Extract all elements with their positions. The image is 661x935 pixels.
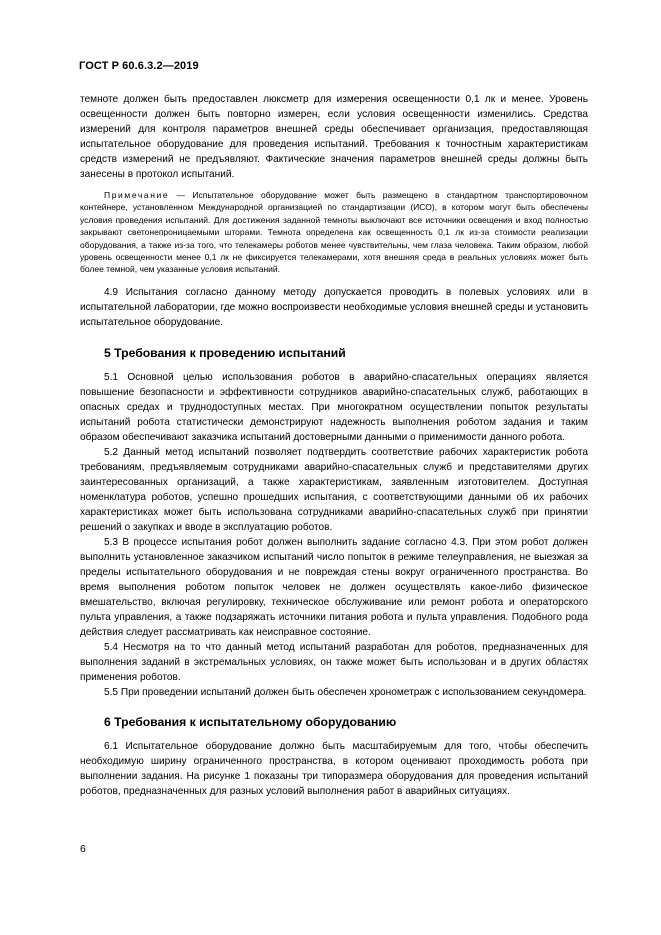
document-header: ГОСТ Р 60.6.3.2—2019: [79, 60, 199, 72]
note-label: Примечание: [104, 190, 170, 200]
paragraph-5-4: 5.4 Несмотря на то что данный метод испытаний разработан для роботов, предназначенных для выполнения заданий в экстремальных условиях, он также может быть использован и в других областях применения роботов.: [80, 641, 588, 683]
paragraph-5-1: 5.1 Основной целью использования роботов в аварийно-спасательных операциях является повышение безопасности и эффективности сотрудников аварийно-спасательных служб, работающих в опасных средах и труднодоступных местах. При многократном осуществлении попыток результаты испытаний робота статистически демонстрируют надежность выполнения роботом задания и таким образом обеспечивают заказчика испытаний достоверными данными о применимости данного робота.: [80, 371, 588, 443]
paragraph-5-2: 5.2 Данный метод испытаний позволяет подтвердить соответствие рабочих характеристик робота требованиям, предъявляемым сотрудниками аварийно-спасательных служб и представителями других заинтересованных организаций, а также характеристикам, заявленным изготовителем. Доступная номенклатура роботов, успешно прошедших испытания, с соответствующими данными об их рабочих характеристиках может быть использована сотрудниками аварийно-спасательных служб при принятии решений о закупках и вводе в эксплуатацию роботов.: [80, 446, 588, 533]
paragraph-5-3: 5.3 В процессе испытания робот должен выполнить задание согласно 4.3. При этом робот должен выполнить установленное заказчиком испытаний число попыток в режиме телеуправления, не выезжая за пределы испытательного оборудования и не повреждая стены вокруг ограниченного пространства. Во время выполнения роботом попыток человек не должен осуществлять какое-либо физическое вмешательство, включая регулировку, техническое обслуживание или ремонт робота и операторского пульта управления, а также подзаряжать источники питания робота и пульта управления. Подобного рода действия следует рассматривать как неисправное состояние.: [80, 536, 588, 638]
page-number: 6: [80, 843, 86, 855]
intro-paragraph: темноте должен быть предоставлен люксметр для измерения освещенности 0,1 лк и менее. Уровень освещенности должен быть повторно измерен, если условия освещенности изменились. Средства измерений для контроля параметров внешней среды обеспечивает организация, предоставляющая испытательное оборудование для проведения испытаний. Требования к точностным характеристикам средств измерений не предъявляют. Фактические значения параметров внешней среды должны быть занесены в протокол испытаний.: [80, 94, 588, 180]
section-5-heading: 5 Требования к проведению испытаний: [104, 345, 346, 360]
section-6-heading: 6 Требования к испытательному оборудованию: [104, 714, 397, 729]
note-paragraph: [80, 189, 588, 276]
paragraph-4-9: 4.9 Испытания согласно данному методу допускается проводить в полевых условиях или в испытательной лаборатории, где можно воспроизвести необходимые условия внешней среды и установить испытательное оборудование.: [80, 286, 588, 328]
page-content: [80, 92, 588, 799]
paragraph-6-1: 6.1 Испытательное оборудование должно быть масштабируемым для того, чтобы обеспечить необходимую ширину ограниченного пространства, в котором оценивают проходимость робота при выполнении задания. На рисунке 1 показаны три типоразмера оборудования для проведения испытаний роботов, предназначенных для разных условий выполнения работ в аварийных ситуациях.: [80, 740, 588, 797]
paragraph-5-5: 5.5 При проведении испытаний должен быть обеспечен хронометраж с использованием секундомера.: [104, 686, 587, 698]
note-text: — Испытательное оборудование может быть размещено в стандартном транспортировочном контейнере, установленном Международной организацией по стандартизации (ИСО), в котором могут быть обеспечены условия проведения испытаний. Для достижения заданной темноты выключают все источники освещения и вход полностью закрывают светонепроницаемыми шторами. Темнота определена как освещенность 0,1 лк из-за стоимости реализации оборудования, а также из-за того, что телекамеры роботов менее чувствительны, чем глаза человека. Таким образом, любой уровень освещенности менее 0,1 лк не фиксируется телекамерами, хотя внешняя среда в реальных условиях может быть более темной, чем указанные условия испытаний.: [80, 190, 588, 275]
